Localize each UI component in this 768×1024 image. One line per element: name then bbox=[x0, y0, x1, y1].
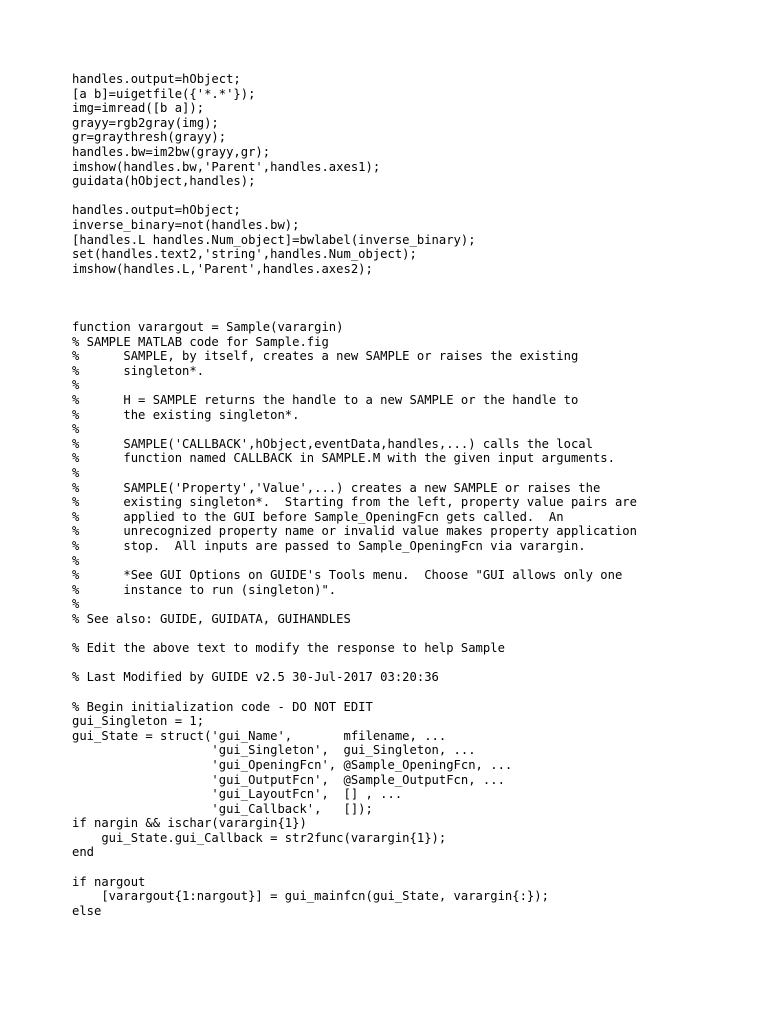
code-line: handles.bw=im2bw(grayy,gr); bbox=[72, 144, 271, 159]
code-line: imshow(handles.bw,'Parent',handles.axes1); bbox=[72, 159, 381, 174]
code-line: % bbox=[72, 422, 80, 437]
code-block-last-modified bbox=[72, 670, 752, 685]
code-line: function varargout = Sample(varargin) bbox=[72, 320, 344, 335]
blank-line bbox=[72, 860, 752, 875]
code-line: % Edit the above text to modify the response to help Sample bbox=[72, 641, 505, 656]
code-line: % instance to run (singleton)". bbox=[72, 582, 337, 597]
code-line: gui_State.gui_Callback = str2func(varargin{1}); bbox=[72, 830, 447, 845]
code-line: handles.output=hObject; bbox=[72, 72, 241, 86]
code-line: % H = SAMPLE returns the handle to a new SAMPLE or the handle to bbox=[72, 393, 579, 408]
code-line: % Begin initialization code - DO NOT EDIT bbox=[72, 699, 373, 714]
code-block-function-header bbox=[72, 320, 752, 626]
code-line: gui_Singleton = 1; bbox=[72, 714, 205, 729]
code-line: % unrecognized property name or invalid value makes property application bbox=[72, 524, 637, 539]
code-line: % bbox=[72, 553, 80, 568]
code-line: set(handles.text2,'string',handles.Num_object); bbox=[72, 247, 417, 262]
code-line: % applied to the GUI before Sample_OpeningFcn gets called. An bbox=[72, 509, 564, 524]
code-block-label-objects bbox=[72, 203, 752, 276]
code-line: imshow(handles.L,'Parent',handles.axes2); bbox=[72, 261, 373, 276]
code-line: 'gui_Singleton', gui_Singleton, ... bbox=[72, 743, 476, 758]
code-line: % See also: GUIDE, GUIDATA, GUIHANDLES bbox=[72, 611, 351, 626]
code-line: end bbox=[72, 845, 95, 860]
blank-line bbox=[72, 189, 752, 204]
code-line: gui_State = struct('gui_Name', mfilename, ... bbox=[72, 728, 447, 743]
code-line: % bbox=[72, 378, 80, 393]
code-line: % SAMPLE MATLAB code for Sample.fig bbox=[72, 334, 329, 349]
code-line: [a b]=uigetfile({'*.*'}); bbox=[72, 86, 256, 101]
code-line: % *See GUI Options on GUIDE's Tools menu. Choose "GUI allows only one bbox=[72, 568, 623, 583]
code-line: guidata(hObject,handles); bbox=[72, 174, 256, 189]
code-block-load-image bbox=[72, 72, 752, 189]
code-document bbox=[72, 72, 752, 918]
blank-line bbox=[72, 685, 752, 700]
blank-lines bbox=[72, 276, 752, 320]
code-line: % bbox=[72, 597, 80, 612]
code-line: img=imread([b a]); bbox=[72, 101, 205, 116]
code-line: if nargout bbox=[72, 874, 146, 889]
code-line: 'gui_OpeningFcn', @Sample_OpeningFcn, ... bbox=[72, 757, 513, 772]
code-line: 'gui_LayoutFcn', [] , ... bbox=[72, 787, 403, 802]
code-line: 'gui_OutputFcn', @Sample_OutputFcn, ... bbox=[72, 772, 505, 787]
code-line: % SAMPLE('CALLBACK',hObject,eventData,handles,...) calls the local bbox=[72, 436, 593, 451]
blank-line bbox=[72, 627, 752, 642]
code-block-edit-note bbox=[72, 641, 752, 656]
code-line: inverse_binary=not(handles.bw); bbox=[72, 217, 300, 232]
code-line: grayy=rgb2gray(img); bbox=[72, 115, 219, 130]
code-line: % the existing singleton*. bbox=[72, 407, 300, 422]
code-line: % stop. All inputs are passed to Sample_OpeningFcn via varargin. bbox=[72, 539, 586, 554]
code-line: if nargin && ischar(varargin{1}) bbox=[72, 816, 307, 831]
code-line: % SAMPLE('Property','Value',...) creates a new SAMPLE or raises the bbox=[72, 480, 601, 495]
blank-line bbox=[72, 656, 752, 671]
code-block-initialization bbox=[72, 700, 752, 861]
code-line: % existing singleton*. Starting from the left, property value pairs are bbox=[72, 495, 637, 510]
code-line: [varargout{1:nargout}] = gui_mainfcn(gui_State, varargin{:}); bbox=[72, 889, 549, 904]
code-line: [handles.L handles.Num_object]=bwlabel(inverse_binary); bbox=[72, 232, 476, 247]
code-line: gr=graythresh(grayy); bbox=[72, 130, 227, 145]
code-line: % function named CALLBACK in SAMPLE.M with the given input arguments. bbox=[72, 451, 615, 466]
code-line: % Last Modified by GUIDE v2.5 30-Jul-2017 03:20:36 bbox=[72, 670, 439, 685]
code-line: % singleton*. bbox=[72, 363, 205, 378]
code-block-nargout bbox=[72, 875, 752, 919]
code-line: 'gui_Callback', []); bbox=[72, 801, 373, 816]
code-line: % SAMPLE, by itself, creates a new SAMPLE or raises the existing bbox=[72, 349, 579, 364]
code-line: % bbox=[72, 466, 80, 481]
code-line: else bbox=[72, 903, 102, 918]
code-line: handles.output=hObject; bbox=[72, 203, 241, 218]
